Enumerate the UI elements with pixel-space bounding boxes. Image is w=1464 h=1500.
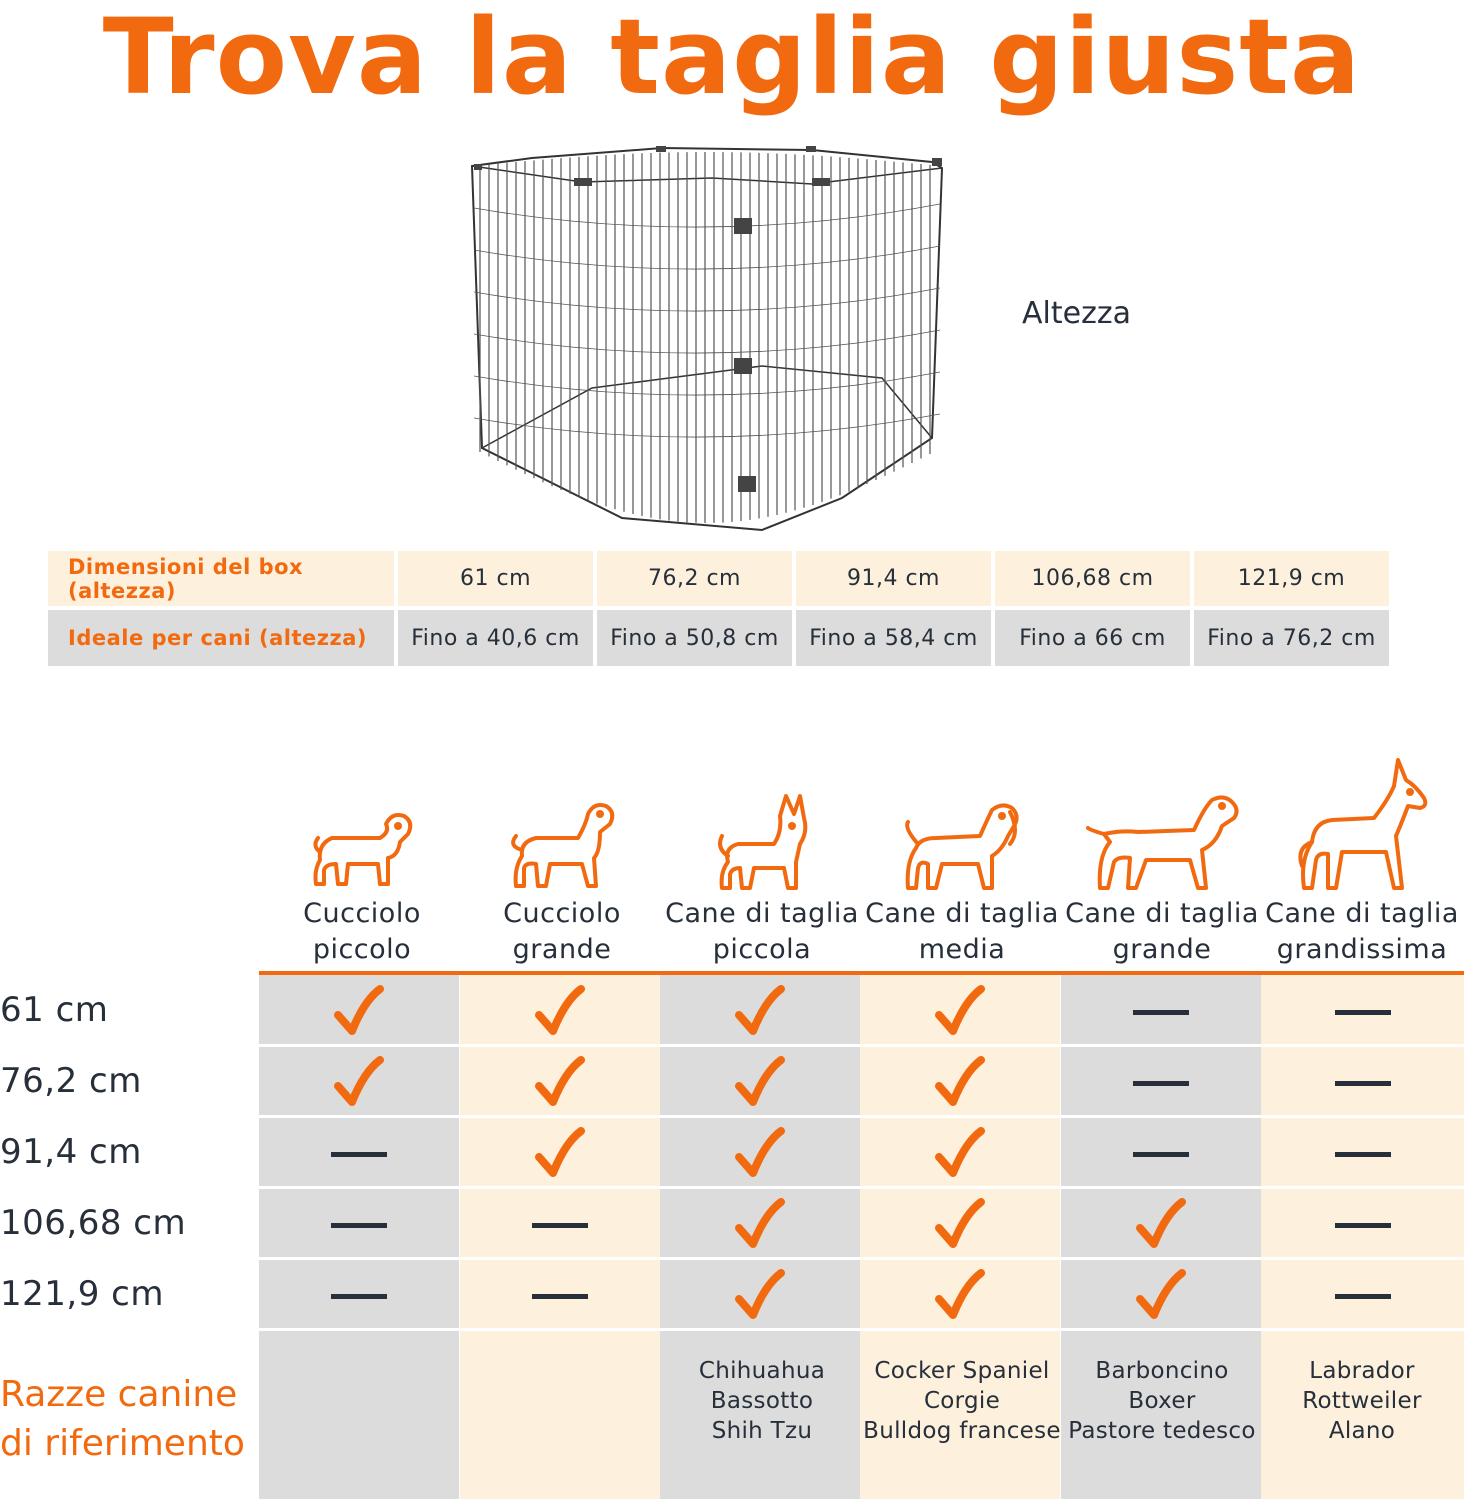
row-label: 121,9 cm: [0, 1274, 164, 1314]
breed-name: Barboncino: [1095, 1358, 1229, 1384]
box-height-cell: 121,9 cm: [1194, 551, 1389, 606]
playpen-image: [462, 138, 982, 538]
dash-icon: [1263, 982, 1463, 1042]
dog-height-row: [48, 610, 1389, 666]
breed-name: Shih Tzu: [711, 1418, 813, 1444]
box-height-cell: 106,68 cm: [995, 551, 1190, 606]
breed-name: Chihuahua: [698, 1358, 826, 1384]
dash-icon: [1263, 1053, 1463, 1113]
giant-dog-icon: [1262, 752, 1462, 892]
category-label: Cucciolo grande: [503, 898, 621, 965]
dog-height-cell: Fino a 58,4 cm: [796, 610, 991, 666]
check-icon: [259, 1053, 459, 1113]
dash-icon: [259, 1195, 459, 1255]
dog-height-header: Ideale per cani (altezza): [48, 610, 394, 666]
breed-list: [1062, 1356, 1262, 1446]
check-icon: [660, 1053, 860, 1113]
breed-name: Labrador: [1309, 1358, 1415, 1384]
dash-icon: [1263, 1195, 1463, 1255]
row-divider: [259, 1186, 1464, 1189]
medium-dog-icon: [862, 752, 1062, 892]
row-label: 91,4 cm: [0, 1132, 142, 1172]
large-dog-icon: [1062, 752, 1262, 892]
dash-icon: [259, 1266, 459, 1326]
dash-icon: [460, 1266, 660, 1326]
dash-icon: [1263, 1124, 1463, 1184]
height-label: Altezza: [1022, 296, 1131, 331]
dash-icon: [259, 1124, 459, 1184]
breed-list: [662, 1356, 862, 1446]
breed-name: Bulldog francese: [863, 1418, 1061, 1444]
dash-icon: [1061, 982, 1261, 1042]
dash-icon: [1061, 1053, 1261, 1113]
category-label: Cane di taglia grandissima: [1265, 898, 1459, 965]
check-icon: [259, 982, 459, 1042]
check-icon: [860, 1266, 1060, 1326]
small-puppy-icon: [262, 752, 462, 892]
check-icon: [660, 1266, 860, 1326]
check-icon: [860, 982, 1060, 1042]
row-label: 106,68 cm: [0, 1203, 187, 1243]
check-icon: [460, 1053, 660, 1113]
breed-name: Corgie: [923, 1388, 1001, 1414]
check-icon: [1061, 1266, 1261, 1326]
dash-icon: [460, 1195, 660, 1255]
check-icon: [1061, 1195, 1261, 1255]
dog-height-cell: Fino a 76,2 cm: [1194, 610, 1389, 666]
row-divider: [259, 1328, 1464, 1331]
row-divider: [259, 1115, 1464, 1118]
box-height-cell: 91,4 cm: [796, 551, 991, 606]
check-icon: [660, 1195, 860, 1255]
breed-name: Pastore tedesco: [1068, 1418, 1256, 1444]
row-divider: [259, 1257, 1464, 1260]
breed-name: Bassotto: [710, 1388, 814, 1414]
box-height-cell: 76,2 cm: [597, 551, 792, 606]
check-icon: [860, 1195, 1060, 1255]
box-height-header: Dimensioni del box (altezza): [48, 551, 394, 606]
category-label: Cucciolo piccolo: [303, 898, 421, 965]
breed-list: [1262, 1356, 1462, 1446]
category-label: Cane di taglia media: [865, 898, 1059, 965]
category-label: Cane di taglia grande: [1065, 898, 1259, 965]
dash-icon: [1061, 1124, 1261, 1184]
row-label: 61 cm: [0, 990, 109, 1030]
box-height-row: [48, 551, 1389, 606]
header-divider: [259, 971, 1464, 975]
breeds-title: Razze canine di riferimento: [0, 1374, 245, 1464]
breed-name: Alano: [1328, 1418, 1396, 1444]
breed-name: Cocker Spaniel: [874, 1358, 1050, 1384]
breed-name: Rottweiler: [1302, 1388, 1422, 1414]
check-icon: [860, 1124, 1060, 1184]
breed-name: Boxer: [1128, 1388, 1196, 1414]
row-label: 76,2 cm: [0, 1061, 142, 1101]
check-icon: [460, 982, 660, 1042]
dash-icon: [1263, 1266, 1463, 1326]
dog-height-cell: Fino a 40,6 cm: [398, 610, 593, 666]
category-label: Cane di taglia piccola: [665, 898, 859, 965]
dog-height-cell: Fino a 66 cm: [995, 610, 1190, 666]
row-divider: [259, 1044, 1464, 1047]
check-icon: [860, 1053, 1060, 1113]
large-puppy-icon: [462, 752, 662, 892]
dog-height-cell: Fino a 50,8 cm: [597, 610, 792, 666]
page-title: Trova la taglia giusta: [102, 0, 1362, 118]
check-icon: [660, 1124, 860, 1184]
check-icon: [660, 982, 860, 1042]
check-icon: [460, 1124, 660, 1184]
breed-list: [862, 1356, 1062, 1446]
small-dog-icon: [662, 752, 862, 892]
box-height-cell: 61 cm: [398, 551, 593, 606]
